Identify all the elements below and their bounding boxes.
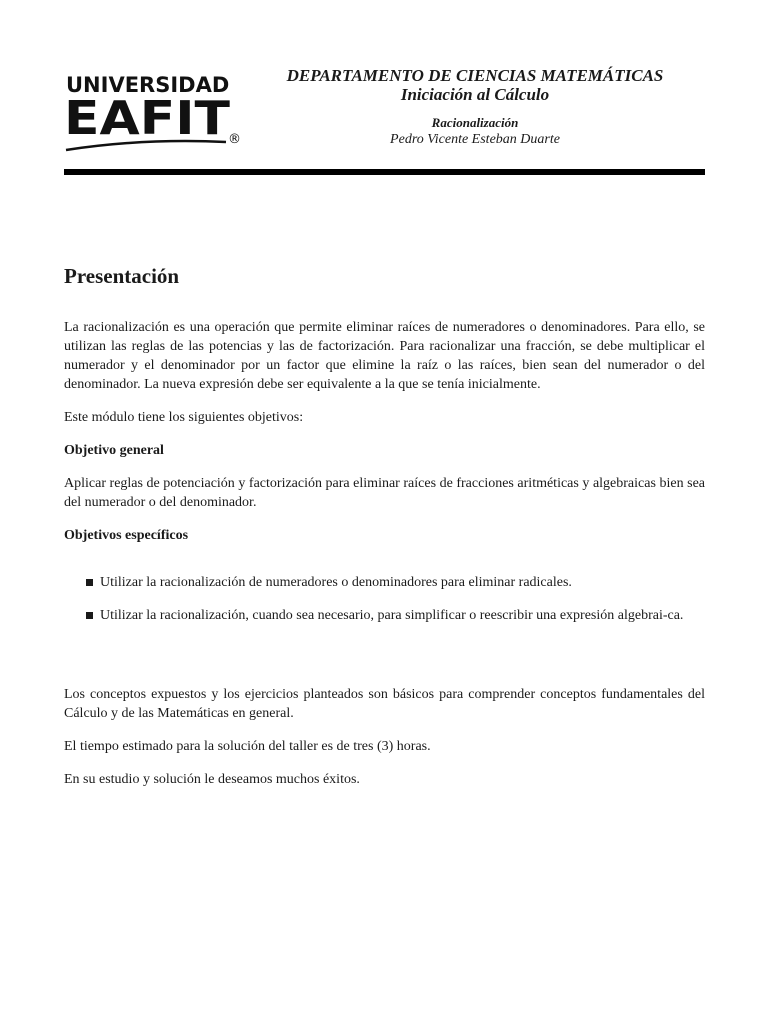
list-item (64, 606, 705, 625)
header-rule (64, 169, 705, 175)
general-objective-text: Aplicar reglas de potenciación y factorización para eliminar raíces de fracciones aritméticas y algebraicas bien sea del numerador o del denominador. (64, 476, 705, 510)
list-item-text: Utilizar la racionalización, cuando sea necesario, para simplificar o reescribir una expresión algebrai-ca. (100, 608, 684, 623)
logo-line2: EAFIT (64, 91, 231, 145)
square-bullet-icon (86, 579, 93, 586)
closing-paragraph-1: Los conceptos expuestos y los ejercicios planteados son básicos para comprender conceptos fundamentales del Cálculo y de las Matemáticas en general. (64, 687, 705, 721)
list-item (64, 573, 705, 592)
square-bullet-icon (86, 612, 93, 619)
closing-paragraph-3: En su estudio y solución le deseamos muchos éxitos. (64, 772, 360, 787)
specific-objectives-heading: Objetivos específicos (64, 528, 189, 543)
document-body (64, 262, 705, 803)
department-title: DEPARTAMENTO DE CIENCIAS MATEMÁTICAS (286, 66, 664, 85)
logo-registered-mark: ® (228, 132, 241, 147)
author-name: Pedro Vicente Esteban Duarte (390, 132, 560, 147)
logo-line1: UNIVERSIDAD (66, 73, 230, 97)
course-title: Iniciación al Cálculo (400, 85, 550, 104)
eafit-logo (64, 70, 244, 154)
section-title: Presentación (64, 264, 180, 288)
document-header (255, 66, 695, 149)
intro-paragraph: La racionalización es una operación que permite eliminar raíces de numeradores o denominadores. Para ello, se utilizan las reglas de las potencias y las de factorización. Para racionalizar una fracción, se debe multiplicar el numerador y el denominador por un factor que elimine la raíz o las raíces, bien sean del numerador o del denominador. La nueva expresión debe ser equivalente a la que se tenía inicialmente. (64, 320, 705, 392)
spacer (64, 639, 705, 685)
objectives-intro: Este módulo tiene los siguientes objetivos: (64, 410, 304, 425)
topic-title: Racionalización (431, 115, 519, 130)
general-objective-heading: Objetivo general (64, 443, 164, 458)
specific-objectives-list (64, 573, 705, 625)
list-item-text: Utilizar la racionalización de numeradores o denominadores para eliminar radicales. (100, 575, 572, 590)
closing-paragraph-2: El tiempo estimado para la solución del taller es de tres (3) horas. (64, 739, 431, 754)
